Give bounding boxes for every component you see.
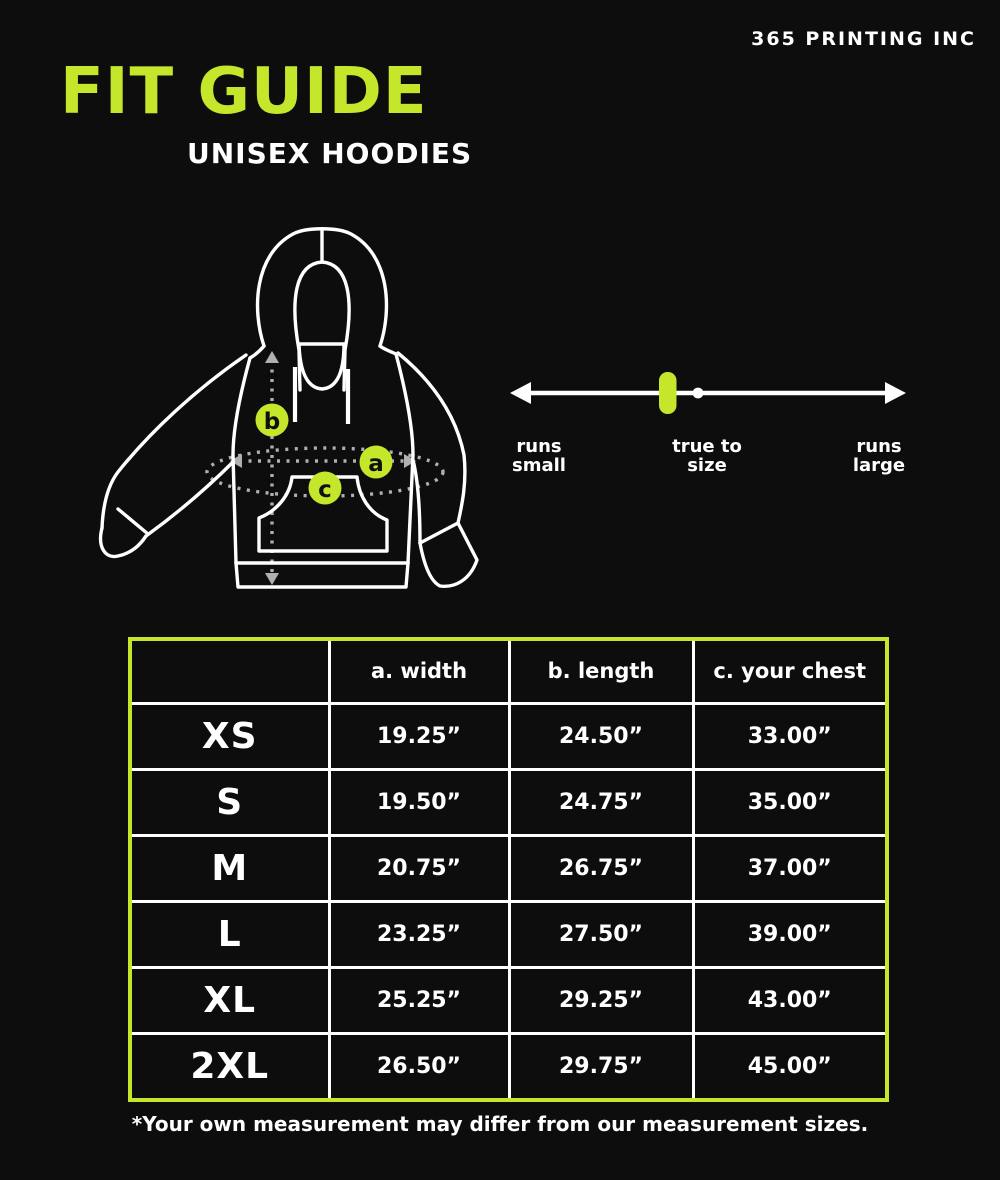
arrow-left-icon — [510, 382, 531, 404]
width-value: 19.25” — [329, 703, 509, 769]
page-subtitle: UNISEX HOODIES — [187, 137, 473, 170]
table-row-s — [130, 769, 887, 835]
header-width: a. width — [329, 639, 509, 703]
marker-b-letter: b — [263, 409, 281, 435]
length-value: 24.50” — [509, 703, 693, 769]
page-title: FIT GUIDE — [60, 55, 428, 129]
size-chart-table — [128, 637, 889, 1102]
measurement-disclaimer: *Your own measurement may differ from our measurement sizes. — [131, 1112, 869, 1136]
header-chest: c. your chest — [693, 639, 887, 703]
chest-value: 43.00” — [693, 968, 887, 1034]
marker-a-letter: a — [368, 451, 384, 477]
length-value: 27.50” — [509, 902, 693, 968]
width-value: 26.50” — [329, 1034, 509, 1100]
size-label: M — [130, 835, 329, 901]
chest-value: 39.00” — [693, 902, 887, 968]
marker-c-letter: c — [318, 477, 332, 503]
marker-a — [360, 446, 393, 479]
fit-scale — [498, 363, 922, 425]
width-value: 20.75” — [329, 835, 509, 901]
length-value: 29.75” — [509, 1034, 693, 1100]
length-value: 24.75” — [509, 769, 693, 835]
chest-value: 37.00” — [693, 835, 887, 901]
fit-scale-label-true-to-size: true to size — [672, 436, 742, 476]
size-label: L — [130, 902, 329, 968]
hoodie-measurement-diagram — [90, 220, 500, 605]
table-row-xs — [130, 703, 887, 769]
size-label: 2XL — [130, 1034, 329, 1100]
width-value: 23.25” — [329, 902, 509, 968]
width-value: 25.25” — [329, 968, 509, 1034]
chest-value: 33.00” — [693, 703, 887, 769]
width-value: 19.50” — [329, 769, 509, 835]
marker-c — [309, 472, 342, 505]
chest-value: 45.00” — [693, 1034, 887, 1100]
arrow-right-icon — [885, 382, 906, 404]
table-row-l — [130, 902, 887, 968]
fit-scale-marker — [659, 372, 677, 414]
size-label: XS — [130, 703, 329, 769]
table-row-2xl — [130, 1034, 887, 1100]
brand-name: 365 PRINTING INC — [751, 28, 976, 50]
size-label: XL — [130, 968, 329, 1034]
table-row-m — [130, 835, 887, 901]
chest-value: 35.00” — [693, 769, 887, 835]
hoodie-outline — [101, 229, 477, 587]
fit-scale-label-runs-large: runs large — [852, 436, 906, 476]
size-label: S — [130, 769, 329, 835]
table-header-row — [130, 639, 887, 703]
fit-scale-dot — [693, 388, 704, 399]
length-value: 29.25” — [509, 968, 693, 1034]
marker-b — [256, 404, 289, 437]
table-row-xl — [130, 968, 887, 1034]
header-length: b. length — [509, 639, 693, 703]
fit-scale-label-runs-small: runs small — [512, 436, 566, 476]
length-value: 26.75” — [509, 835, 693, 901]
header-corner-cell — [130, 639, 329, 703]
